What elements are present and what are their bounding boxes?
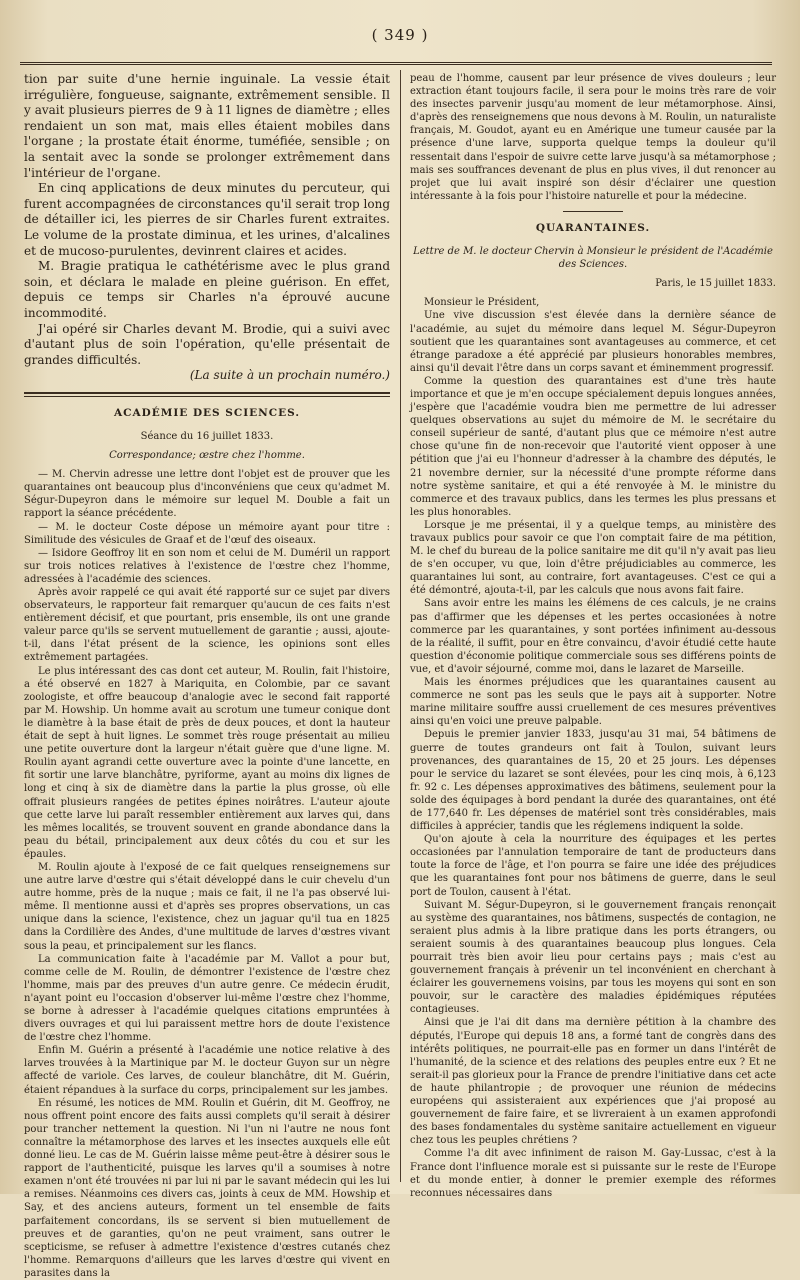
paragraph: Enfin M. Guérin a présenté à l'académie une notice relative à des larves trouvées à la Martinique par M. le docteur Guyon sur un nègre affecté de variole. Ces larves, de couleur blanchâtre, dit M. Guérin, étaient répandues à la surface du corps, principalement sur les jambes. bbox=[24, 1045, 390, 1096]
right-column bbox=[410, 72, 776, 1199]
paragraph: M. Roulin ajoute à l'exposé de ce fait quelques renseignemens sur une autre larve d'œstre qui s'était développé dans le cuir chevelu d'un autre homme, près de la nuque ; mais ce fait, il ne l'a pas observé lui-même. Il mentionne aussi et d'après ses propres observations, un cas unique dans la science, l'existence, chez un jaguar qu'il tua en 1825 dans la Cordilière des Andes, d'une multitude de larves d'œstres vivant sous la peau, et principalement sur les flancs. bbox=[24, 861, 390, 952]
paragraph: M. Bragie pratiqua le cathétérisme avec le plus grand soin, et déclara le malade en pleine guérison. En effet, depuis ce temps sir Charles n'a éprouvé aucune incommodité. bbox=[24, 259, 390, 320]
paragraph: tion par suite d'une hernie inguinale. La vessie était irrégulière, fongueuse, saignante, extrêmement sensible. Il y avait plusieurs pierres de 9 à 11 lignes de diamètre ; elles rendaient un son mat, mais elles étaient mobiles dans l'organe ; la prostate était énorme, tuméfiée, sensible ; on la sentait avec la sonde se prolonger extrêmement dans l'intérieur de l'organe. bbox=[24, 72, 390, 180]
section-rule bbox=[24, 396, 390, 397]
letter-title: Lettre de M. le docteur Chervin à Monsieur le président de l'Académie des Sciences. bbox=[413, 246, 773, 271]
paragraph: Le plus intéressant des cas dont cet auteur, M. Roulin, fait l'histoire, a été observé en 1827 à Mariquita, en Colombie, par ce savant zoologiste, et offre beaucoup d'analogie avec le second fait rapporté par M. Howship. Un homme avait au scrotum une tumeur conique dont le diamètre à la base était de près de deux pouces, et dont la hauteur était de sept à huit lignes. Le sommet très rouge présentait au milieu une petite ouverture dont la largeur n'était guère que d'une ligne. M. Roulin ayant agrandi cette ouverture avec la pointe d'une lancette, en fit sortir une larve blanchâtre, pyriforme, ayant au moins dix lignes de long et cinq à six de diamètre dans la partie la plus grosse, où elle offrait plusieurs rangées de petites épines noirâtres. L'auteur ajoute que cette larve lui paraît ressembler entièrement aux larves qui, dans les mêmes localités, se trouvent souvent en grande abondance dans la peau du bétail, principalement aux deux côtés du cou et sur les épaules. bbox=[24, 665, 390, 860]
top-rule bbox=[20, 62, 772, 65]
paragraph: Après avoir rappelé ce qui avait été rapporté sur ce sujet par divers observateurs, le rapporteur fait remarquer qu'aucun de ces faits n'est entièrement décisif, et que pourtant, pris ensemble, ils ont une grande valeur parce qu'ils se servent mutuellement de garantie ; aussi, ajoute-t-il, dans l'état présent de la science, les opinions sont elles extrêmement partagées. bbox=[24, 587, 390, 664]
left-column bbox=[24, 72, 390, 1279]
paragraph: En cinq applications de deux minutes du percuteur, qui furent accompagnées de circonstances qu'il serait trop long de détailler ici, les pierres de sir Charles furent extraites. Le volume de la prostate diminua, et les urines, d'alcalines et de mucoso-purulentes, devinrent claires et acides. bbox=[24, 181, 390, 258]
paragraph: Comme l'a dit avec infiniment de raison M. Gay-Lussac, c'est à la France dont l'influence morale est si puissante sur le reste de l'Europe et du monde entier, à donner le premier exemple des réformes reconnues nécessaires dans bbox=[410, 1148, 776, 1199]
paragraph: En résumé, les notices de MM. Roulin et Guérin, dit M. Geoffroy, ne nous offrent point encore des faits aussi complets qu'il serait à désirer pour trancher nettement la question. Ni l'un ni l'autre ne nous font connaître la métamorphose des larves et les insectes auxquels elle eût donné lieu. Le cas de M. Guérin laisse même peut-être à désirer sous le rapport de l'authenticité, puisque les larves qu'il a soumises à notre examen n'ont été trouvées ni par lui ni par le savant médecin qui les lui a remises. Néanmoins ces divers cas, joints à ceux de MM. Howship et Say, et des anciens auteurs, forment un tel ensemble de faits parfaitement concordans, ils se servent si bien mutuellement de preuves et de garanties, qu'on ne peut vraiment, sans outrer le scepticisme, se refuser à admettre l'existence d'œstres cutanés chez l'homme. Remarquons d'ailleurs que les larves d'œstre qui vivent en parasites dans la bbox=[24, 1097, 390, 1279]
paragraph: J'ai opéré sir Charles devant M. Brodie, qui a suivi avec d'autant plus de soin l'opération, qu'elle présentait de grandes difficultés. bbox=[24, 321, 390, 367]
section-rule bbox=[24, 392, 390, 394]
page-number: ( 349 ) bbox=[371, 26, 429, 44]
paragraph: Suivant M. Ségur-Dupeyron, si le gouvernement français renonçait au système des quarantaines, nos bâtimens, suspectés de contagion, ne seraient plus admis à la libre pratique dans les ports étrangers, ou seraient soumis à des quarantaines beaucoup plus longues. Cela pourrait très bien avoir lieu pour certains pays ; mais c'est au gouvernement français à prévenir un tel inconvénient en cherchant à éclairer les gouvernemens voisins, par tous les moyens qui sont en son pouvoir, sur le caractère des maladies épidémiques réputées contagieuses. bbox=[410, 899, 776, 1016]
paragraph: — M. le docteur Coste dépose un mémoire ayant pour titre : Similitude des vésicules de Graaf et de l'œuf des oiseaux. bbox=[24, 521, 390, 546]
subsection-title: Correspondance; œstre chez l'homme. bbox=[109, 450, 305, 462]
paragraph: Ainsi que je l'ai dit dans ma dernière pétition à la chambre des députés, l'Europe qui depuis 18 ans, a formé tant de congrès dans des intérêts politiques, ne pourrait-elle pas en former un dans l'intérêt de l'humanité, de la science et des relations des peuples entre eux ? Et ne serait-il pas glorieux pour la France de prendre l'initiative dans cet acte de haute philantropie ; de provoquer une réunion de médecins européens qui assisteraient aux expériences que j'ai proposé au gouvernement de faire faire, et se livreraient à un examen approfondi des bases fondamentales du système sanitaire actuellement en vigueur chez tous les peuples chrétiens ? bbox=[410, 1017, 776, 1147]
paragraph: Sans avoir entre les mains les élémens de ces calculs, je ne crains pas d'affirmer que les dépenses et les pertes occasionées à notre commerce par les quarantaines, y sont portées infiniment au-dessous de la réalité, il suffit, pour en être convaincu, d'avoir étudié cette haute question d'économie politique commerciale sous ses différens points de vue, et d'avoir séjourné, comme moi, dans le lazaret de Marseille. bbox=[410, 598, 776, 675]
paragraph: Depuis le premier janvier 1833, jusqu'au 31 mai, 54 bâtimens de guerre de toutes grandeurs ont fait à Toulon, suivant leurs provenances, des quarantaines de 15, 20 et 25 jours. Les dépenses pour le service du lazaret se sont élevées, pour les cinq mois, à 6,123 fr. 92 c. Les dépenses approximatives des bâtimens, seulement pour la solde des équipages à bord pendant la durée des quarantaines, ont été de 177,640 fr. Les dépenses de matériel sont très considérables, mais difficiles à apprécier, tandis que les réglemens indiquent la solde. bbox=[410, 729, 776, 833]
paragraph: Comme la question des quarantaines est d'une très haute importance et que je m'en occupe spécialement depuis longues années, j'espère que l'académie voudra bien me permettre de lui adresser quelques observations au sujet du mémoire de M. le secrétaire du conseil supérieur de santé, d'autant plus que ce mémoire n'est autre chose qu'une fin de non-recevoir que l'autorité vient opposer à une pétition que j'ai eu l'honneur d'adresser à la chambre des députés, le 21 novembre dernier, sur la nécessité d'une prompte réforme dans notre système sanitaire, et qui a été renvoyée à M. le ministre du commerce et des travaux publics, dans les termes les plus pressans et les plus honorables. bbox=[410, 375, 776, 518]
paragraph: Qu'on ajoute à cela la nourriture des équipages et les pertes occasionées par l'annulation temporaire de tant de producteurs dans toute la force de l'âge, et l'on pourra se faire une idée des préjudices que les quarantaines font pour nos bâtimens de guerre, dans le seul port de Toulon, causent à l'état. bbox=[410, 834, 776, 898]
paragraph: Une vive discussion s'est élevée dans la dernière séance de l'académie, au sujet du mémoire dans lequel M. Ségur-Dupeyron soutient que les quarantaines sont avantageuses au commerce, et cet étrange paradoxe a été apprécié par plusieurs honorables membres, ainsi qu'il devait l'être dans un corps savant et éminemment progressif. bbox=[410, 310, 776, 374]
paragraph: La communication faite à l'académie par M. Vallot a pour but, comme celle de M. Roulin, de démontrer l'existence de l'œstre chez l'homme, mais par des preuves d'un autre genre. Ce médecin érudit, n'ayant point eu l'occasion d'observer lui-même l'œstre chez l'homme, se borne à adresser à l'académie quelques citations empruntées à divers ouvrages et qui lui paraissent mettre hors de doute l'existence de l'œstre chez l'homme. bbox=[24, 953, 390, 1044]
paragraph: peau de l'homme, causent par leur présence de vives douleurs ; leur extraction étant toujours facile, il sera pour le moins très rare de voir des insectes parvenir jusqu'au moment de leur métamorphose. Ainsi, d'après des renseignemens que nous devons à M. Roulin, un naturaliste français, M. Goudot, ayant eu en Amérique une tumeur causée par la présence d'une larve, supporta quelque temps la douleur qu'il ressentait dans l'espoir de suivre cette larve jusqu'à sa métamorphose ; mais ses souffrances devenant de plus en plus vives, il dut renoncer au projet que lui avait inspiré son désir d'éclairer une question intéressante à la fois pour l'histoire naturelle et pour la médecine. bbox=[410, 73, 776, 202]
section-rule bbox=[563, 211, 623, 212]
paragraph: — M. Chervin adresse une lettre dont l'objet est de prouver que les quarantaines ont beaucoup plus d'inconvéniens que ceux qu'admet M. Ségur-Dupeyron dans le mémoire sur lequel M. Double a fait un rapport la séance précédente. bbox=[24, 469, 390, 520]
section-title: QUARANTAINES. bbox=[535, 221, 651, 234]
session-date: Séance du 16 juillet 1833. bbox=[140, 430, 274, 442]
paragraph: Lorsque je me présentai, il y a quelque temps, au ministère des travaux publics pour savoir ce que l'on comptait faire de ma pétition, M. le chef du bureau de la police sanitaire me dit qu'il n'y avait pas lieu de s'en occuper, vu que, loin d'être préjudiciables au commerce, les quarantaines lui sont, au contraire, fort avantageuses. C'est ce qui a été démontré, ajouta-t-il, par les calculs que nous avons fait faire. bbox=[410, 519, 776, 597]
salutation: Monsieur le Président, bbox=[424, 297, 540, 309]
column-divider bbox=[400, 70, 401, 1182]
paragraph: Mais les énormes préjudices que les quarantaines causent au commerce ne sont pas les seuls que le pays ait à supporter. Notre marine militaire souffre aussi cruellement de ces mesures préventives ainsi qu'en voici une preuve palpable. bbox=[410, 677, 776, 728]
paragraph: — Isidore Geoffroy lit en son nom et celui de M. Duméril un rapport sur trois notices relatives à l'existence de l'œstre chez l'homme, adressées à l'académie des sciences. bbox=[24, 547, 390, 585]
continuation-note: (La suite à un prochain numéro.) bbox=[189, 368, 390, 383]
letter-date: Paris, le 15 juillet 1833. bbox=[655, 278, 776, 290]
section-title: ACADÉMIE DES SCIENCES. bbox=[114, 406, 300, 419]
